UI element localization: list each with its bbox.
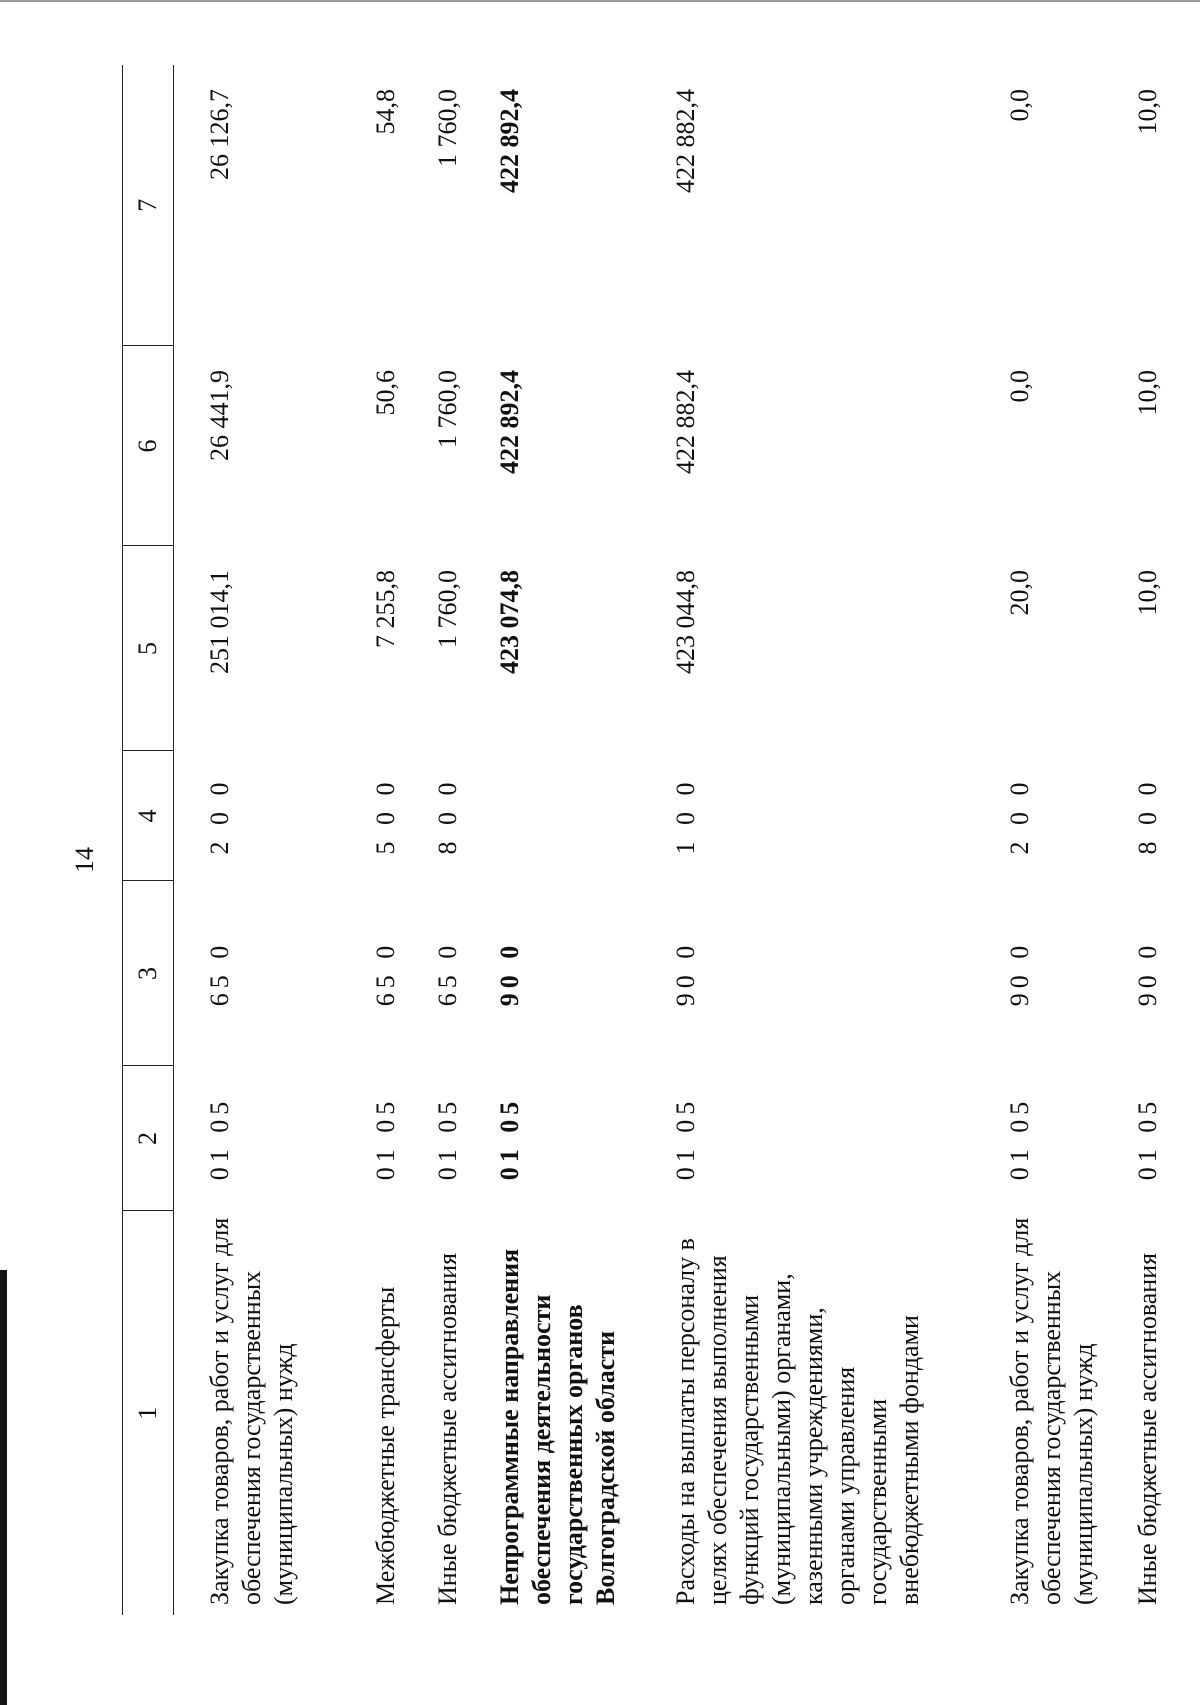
- row-col-6: 10,0: [1133, 370, 1162, 416]
- table-header: [123, 65, 174, 1615]
- table-row: [974, 65, 1102, 1615]
- row-section-code: 01 05: [205, 1096, 234, 1181]
- row-name: Закупка товаров, работ и услуг для обеспечения государственных (муниципальных) нужд: [205, 1217, 298, 1605]
- row-col-3: 90 0: [1133, 940, 1162, 1007]
- row-col-7: 1 760,0: [433, 89, 462, 167]
- header-col-4: 4: [123, 751, 174, 881]
- row-section-code: 01 05: [495, 1096, 524, 1181]
- row-col-4: 2 0 0: [1005, 777, 1034, 855]
- row-col-5: 20,0: [1005, 570, 1034, 616]
- row-name: Иные бюджетные ассигнования: [433, 1252, 462, 1605]
- row-col-3: 90 0: [495, 940, 524, 1007]
- row-col-3: 65 0: [371, 940, 400, 1007]
- header-col-3: 3: [123, 881, 174, 1066]
- header-col-1: 1: [123, 1211, 174, 1615]
- table-row: [402, 65, 464, 1615]
- table-row: [340, 65, 402, 1615]
- table-row-subtotal: [464, 65, 640, 1615]
- row-section-code: 01 05: [433, 1096, 462, 1181]
- row-name: Расходы на выплаты персоналу в целях обеспечения выполнения функций государственными (муниципальными) органами, казенными учреждениями, органами управления государственными внебюджетными фондами: [671, 1238, 924, 1605]
- row-name: Закупка товаров, работ и услуг для обеспечения государственных (муниципальных) нужд: [1005, 1217, 1098, 1605]
- header-row: [123, 65, 174, 1615]
- row-section-code: 01 05: [371, 1096, 400, 1181]
- row-col-4: 2 0 0: [205, 777, 234, 855]
- row-col-5: 1 760,0: [433, 570, 462, 648]
- header-col-7: 7: [123, 65, 174, 346]
- row-col-7: 10,0: [1133, 89, 1162, 135]
- row-col-3: 65 0: [205, 940, 234, 1007]
- row-col-4: 5 0 0: [371, 777, 400, 855]
- row-col-6: 422 892,4: [495, 370, 524, 474]
- row-section-code: 01 05: [671, 1096, 700, 1181]
- row-col-7: 0,0: [1005, 89, 1034, 122]
- row-col-3: 90 0: [671, 940, 700, 1007]
- table-row: [1102, 65, 1164, 1615]
- row-col-4: 8 0 0: [1133, 777, 1162, 855]
- row-col-5: 10,0: [1133, 570, 1162, 616]
- header-col-6: 6: [123, 346, 174, 546]
- table-body: [174, 65, 1165, 1615]
- row-col-3: 90 0: [1005, 940, 1034, 1007]
- row-col-3: 65 0: [433, 940, 462, 1007]
- header-col-5: 5: [123, 546, 174, 751]
- row-section-code: 01 05: [1005, 1096, 1034, 1181]
- row-col-6: 422 882,4: [671, 370, 700, 474]
- row-col-5: 423 074,8: [495, 570, 524, 674]
- row-col-6: 0,0: [1005, 370, 1034, 403]
- row-col-6: 1 760,0: [433, 370, 462, 448]
- row-col-4: 1 0 0: [671, 777, 700, 855]
- row-col-7: 26 126,7: [205, 89, 234, 180]
- row-section-code: 01 05: [1133, 1096, 1162, 1181]
- row-col-4: 8 0 0: [433, 777, 462, 855]
- row-col-7: 54,8: [371, 89, 400, 135]
- row-col-5: 7 255,8: [371, 570, 400, 648]
- budget-table: [122, 65, 1164, 1615]
- row-col-5: 251 014,1: [205, 570, 234, 674]
- row-col-7: 422 892,4: [495, 89, 524, 193]
- row-col-7: 422 882,4: [671, 89, 700, 193]
- row-col-4: [464, 751, 640, 881]
- row-name: Непрограммные направления обеспечения деятельности государственных органов Волгоградской области: [495, 1248, 620, 1605]
- row-name: Иные бюджетные ассигнования: [1133, 1252, 1162, 1605]
- header-col-2: 2: [123, 1066, 174, 1211]
- table-row: [640, 65, 974, 1615]
- row-col-5: 423 044,8: [671, 570, 700, 674]
- row-col-6: 26 441,9: [205, 370, 234, 461]
- row-name: Межбюджетные трансферты: [371, 1286, 400, 1605]
- table-row: [174, 65, 341, 1615]
- row-col-6: 50,6: [371, 370, 400, 416]
- page-number: 14: [70, 847, 99, 873]
